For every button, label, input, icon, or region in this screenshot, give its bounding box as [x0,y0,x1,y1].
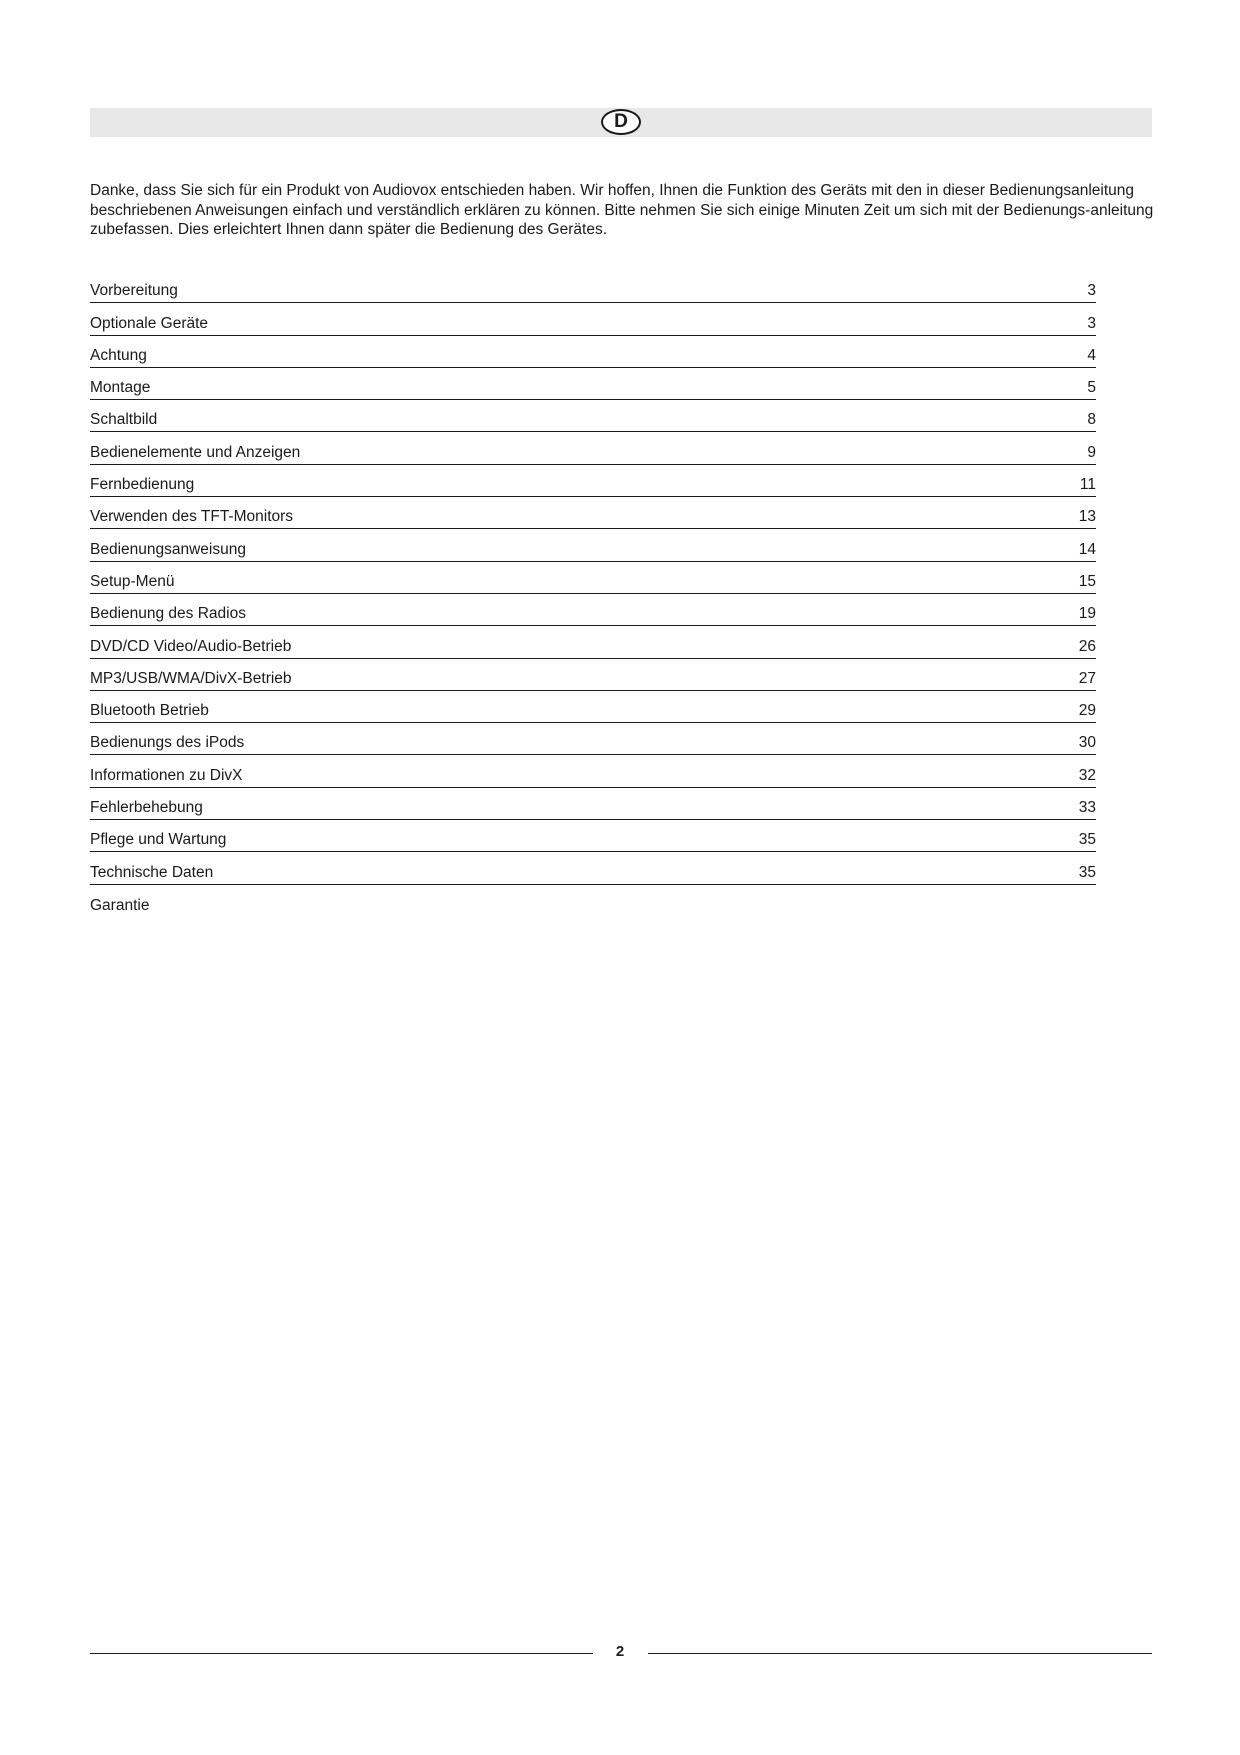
language-badge: D [601,109,641,135]
toc-page: 3 [1087,282,1096,300]
toc-title: Informationen zu DivX [90,766,243,784]
toc-title: DVD/CD Video/Audio-Betrieb [90,637,292,655]
toc-row[interactable] [90,626,1096,658]
toc-page: 33 [1078,799,1096,817]
toc-row[interactable] [90,594,1096,626]
toc-title: Verwenden des TFT-Monitors [90,508,294,526]
toc-row[interactable] [90,529,1096,561]
toc-row[interactable] [90,659,1096,691]
toc-page: 26 [1078,637,1096,655]
toc-title: MP3/USB/WMA/DivX-Betrieb [90,669,292,687]
toc-title: Achtung [90,346,147,364]
toc-row[interactable] [90,820,1096,852]
toc-title: Fernbedienung [90,476,195,494]
toc-title: Schaltbild [90,411,158,429]
toc-row[interactable] [90,432,1096,464]
toc-row[interactable] [90,691,1096,723]
toc-row[interactable] [90,336,1096,368]
toc-page: 29 [1078,702,1096,720]
toc-title: Bedienelemente und Anzeigen [90,443,301,461]
toc-row[interactable] [90,497,1096,529]
toc-row[interactable] [90,303,1096,335]
toc-page: 4 [1087,346,1096,364]
toc-page: 35 [1078,863,1096,881]
toc-row[interactable] [90,368,1096,400]
toc-page: 35 [1078,831,1096,849]
toc-page: 13 [1078,508,1096,526]
toc-title: Bluetooth Betrieb [90,702,209,720]
toc-page: 27 [1078,669,1096,687]
toc-page: 30 [1078,734,1096,752]
toc-page: 9 [1087,443,1096,461]
toc-page: 5 [1087,379,1096,397]
toc-row[interactable] [90,852,1096,884]
toc-title: Bedienung des Radios [90,605,246,623]
toc-row[interactable] [90,788,1096,820]
toc-title: Technische Daten [90,863,214,881]
toc-title: Optionale Geräte [90,314,209,332]
toc-row[interactable] [90,465,1096,497]
intro-paragraph: Danke, dass Sie sich für ein Produkt von Audiovox entschieden haben. Wir hoffen, Ihnen die Funktion des Geräts mit den in dieser Bedienungsanleitung beschriebenen Anweisungen einfach und verständlich erklären zu können. Bitte nehmen Sie sich einige Minuten Zeit um sich mit der Bedienungs-anleitung zubefassen. Dies erleichtert Ihnen dann später die Bedienung des Gerätes. [90,182,1154,238]
toc-page: 3 [1087,314,1096,332]
toc-row[interactable] [90,755,1096,787]
toc-row[interactable] [90,885,1096,917]
toc-title: Vorbereitung [90,282,178,300]
toc-title: Setup-Menü [90,572,175,590]
toc-page: 19 [1078,605,1096,623]
page-number: 2 [615,1643,625,1660]
toc-title: Garantie [90,896,150,914]
table-of-contents [90,271,1096,917]
toc-row[interactable] [90,271,1096,303]
footer-rule-left [90,1653,593,1654]
toc-page: 11 [1079,476,1096,494]
toc-page: 15 [1078,572,1096,590]
toc-page: 8 [1087,411,1096,429]
toc-title: Bedienungs des iPods [90,734,245,752]
toc-page: 32 [1078,766,1096,784]
toc-title: Pflege und Wartung [90,831,227,849]
toc-page: 14 [1078,540,1096,558]
toc-title: Bedienungsanweisung [90,540,246,558]
toc-title: Montage [90,379,151,397]
toc-title: Fehlerbehebung [90,799,203,817]
toc-row[interactable] [90,400,1096,432]
toc-row[interactable] [90,723,1096,755]
toc-row[interactable] [90,562,1096,594]
footer-rule-right [648,1653,1152,1654]
